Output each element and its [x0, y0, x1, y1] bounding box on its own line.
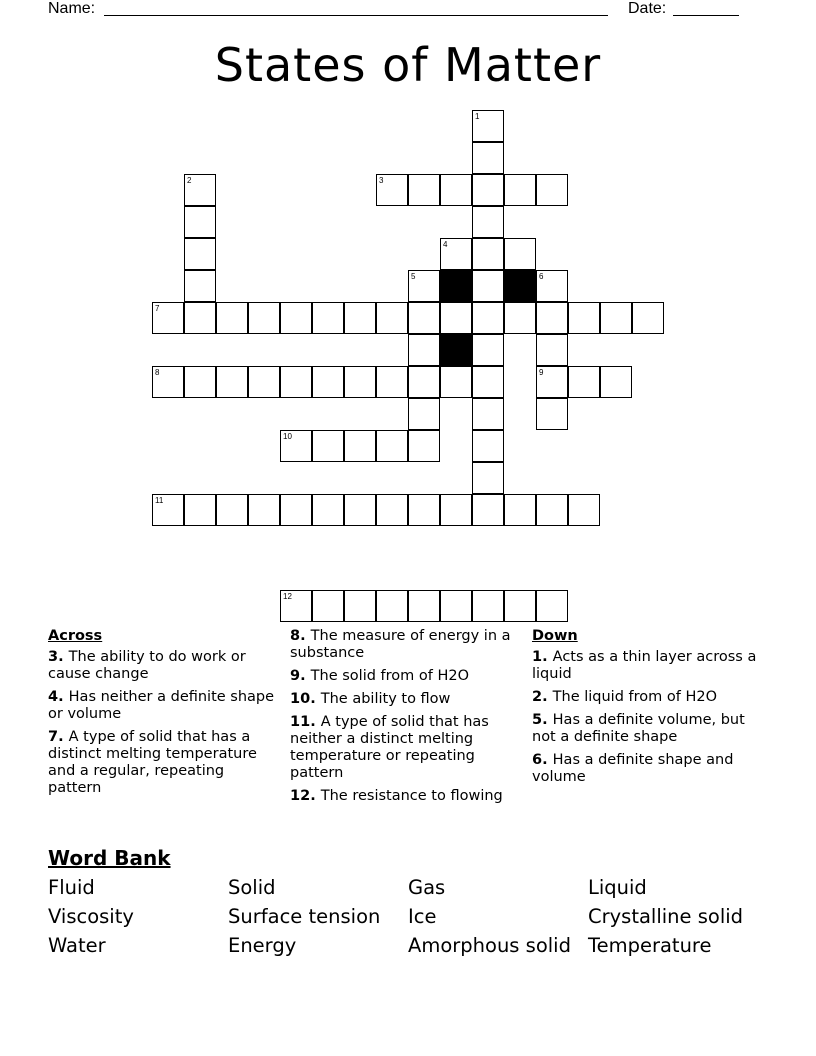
- crossword-cell[interactable]: [344, 590, 376, 622]
- crossword-cell[interactable]: [472, 494, 504, 526]
- crossword-cell[interactable]: [216, 494, 248, 526]
- crossword-cell[interactable]: [376, 494, 408, 526]
- crossword-cell[interactable]: [472, 334, 504, 366]
- crossword-cell[interactable]: [280, 590, 312, 622]
- clue: 8. The measure of energy in a substance: [290, 628, 511, 661]
- crossword-cell[interactable]: [504, 494, 536, 526]
- crossword-cell[interactable]: [472, 398, 504, 430]
- crossword-cell[interactable]: [248, 494, 280, 526]
- crossword-cell[interactable]: [504, 302, 536, 334]
- clue-text: Has neither a definite shape or volume: [48, 689, 275, 722]
- crossword-cell[interactable]: [472, 366, 504, 398]
- clue-number-label: 3: [48, 649, 59, 665]
- crossword-cell[interactable]: [408, 174, 440, 206]
- date-label: Date:: [628, 0, 667, 17]
- clue-text: A type of solid that has a distinct melting temperature and a regular, repeating pattern: [48, 729, 257, 796]
- clue-text: Has a definite volume, but not a definite shape: [532, 712, 745, 745]
- down-clues-column: [532, 628, 762, 792]
- crossword-cell[interactable]: [152, 302, 184, 334]
- crossword-cell[interactable]: [536, 590, 568, 622]
- clue-text: The liquid from of H2O: [552, 689, 718, 705]
- across-heading: Across: [48, 628, 103, 644]
- crossword-cell[interactable]: [408, 398, 440, 430]
- clue: 5. Has a definite volume, but not a definite shape: [532, 712, 745, 745]
- clue: 6. Has a definite shape and volume: [532, 752, 734, 785]
- clue: 7. A type of solid that has a distinct melting temperature and a regular, repeating pattern: [48, 729, 257, 796]
- clue-text: The measure of energy in a substance: [290, 628, 511, 661]
- crossword-cell[interactable]: [472, 174, 504, 206]
- clue-number: 6: [539, 272, 544, 281]
- crossword-cell[interactable]: [536, 494, 568, 526]
- crossword-cell[interactable]: [344, 366, 376, 398]
- word-bank: [48, 845, 788, 959]
- crossword-cell[interactable]: [504, 590, 536, 622]
- crossword-cell[interactable]: [472, 430, 504, 462]
- crossword-block: [504, 270, 536, 302]
- across-clue-list-2: [290, 628, 520, 805]
- crossword-cell[interactable]: [408, 590, 440, 622]
- crossword-cell[interactable]: [184, 206, 216, 238]
- clue-number: 8: [155, 368, 160, 377]
- crossword-cell[interactable]: [568, 366, 600, 398]
- crossword-cell[interactable]: [440, 238, 472, 270]
- crossword-cell[interactable]: [472, 270, 504, 302]
- clue: 4. Has neither a definite shape or volume: [48, 689, 275, 722]
- crossword-cell[interactable]: [408, 270, 440, 302]
- crossword-cell[interactable]: [408, 494, 440, 526]
- clue: 3. The ability to do work or cause change: [48, 649, 246, 682]
- clue-text: Acts as a thin layer across a liquid: [532, 649, 757, 682]
- crossword-cell[interactable]: [184, 494, 216, 526]
- word-bank-grid: [48, 875, 788, 959]
- crossword-cell[interactable]: [184, 366, 216, 398]
- crossword-cell[interactable]: [504, 174, 536, 206]
- down-clue-list: [532, 649, 762, 786]
- crossword-cell[interactable]: [184, 270, 216, 302]
- clue-number-label: 2: [532, 689, 543, 705]
- word-bank-title: Word Bank: [48, 846, 171, 870]
- crossword-cell[interactable]: [536, 398, 568, 430]
- crossword-cell[interactable]: [312, 494, 344, 526]
- crossword-cell[interactable]: [568, 494, 600, 526]
- clue-number-label: 12: [290, 788, 311, 804]
- clue-number: 5: [411, 272, 416, 281]
- crossword-cell[interactable]: [408, 302, 440, 334]
- crossword-cell[interactable]: [216, 366, 248, 398]
- across-clue-list: [48, 649, 278, 797]
- crossword-cell[interactable]: [280, 302, 312, 334]
- crossword-cell[interactable]: [440, 590, 472, 622]
- crossword-cell[interactable]: [312, 590, 344, 622]
- crossword-cell[interactable]: [280, 430, 312, 462]
- crossword-cell[interactable]: [536, 334, 568, 366]
- crossword-cell[interactable]: [376, 430, 408, 462]
- word-bank-item: Ice: [408, 905, 437, 928]
- name-label: Name:: [48, 0, 96, 17]
- crossword-cell[interactable]: [440, 494, 472, 526]
- crossword-cell[interactable]: [152, 494, 184, 526]
- crossword-cell[interactable]: [376, 302, 408, 334]
- crossword-cell[interactable]: [248, 366, 280, 398]
- word-bank-item: Water: [48, 934, 106, 957]
- across-clues-column-2: [290, 628, 520, 811]
- crossword-cell[interactable]: [248, 302, 280, 334]
- crossword-cell[interactable]: [216, 302, 248, 334]
- crossword-cell[interactable]: [344, 494, 376, 526]
- clue: 10. The ability to flow: [290, 691, 451, 707]
- crossword-cell[interactable]: [504, 238, 536, 270]
- crossword-cell[interactable]: [472, 238, 504, 270]
- down-heading: Down: [532, 628, 578, 644]
- clue-text: The resistance to flowing: [320, 788, 503, 804]
- word-bank-item: Solid: [228, 876, 276, 899]
- crossword-cell[interactable]: [344, 302, 376, 334]
- crossword-cell[interactable]: [408, 366, 440, 398]
- word-bank-item: Energy: [228, 934, 297, 957]
- crossword-cell[interactable]: [344, 430, 376, 462]
- word-bank-item: Liquid: [588, 876, 647, 899]
- crossword-cell[interactable]: [568, 302, 600, 334]
- crossword-cell[interactable]: [408, 334, 440, 366]
- clue-number: 12: [283, 592, 292, 601]
- clue: 11. A type of solid that has neither a distinct melting temperature or repeating pattern: [290, 714, 489, 781]
- crossword-block: [440, 270, 472, 302]
- clue: 12. The resistance to flowing: [290, 788, 503, 804]
- crossword-cell[interactable]: [472, 110, 504, 142]
- clue-number: 9: [539, 368, 544, 377]
- word-bank-item: Gas: [408, 876, 446, 899]
- crossword-cell[interactable]: [376, 366, 408, 398]
- crossword-cell[interactable]: [184, 302, 216, 334]
- clue-number-label: 5: [532, 712, 543, 728]
- clue: 1. Acts as a thin layer across a liquid: [532, 649, 757, 682]
- clue-text: The ability to flow: [320, 691, 451, 707]
- clue-number-label: 7: [48, 729, 59, 745]
- clue-number-label: 10: [290, 691, 311, 707]
- clue-number: 4: [443, 240, 448, 249]
- crossword-cell[interactable]: [472, 302, 504, 334]
- clue-text: The solid from of H2O: [310, 668, 470, 684]
- crossword-cell[interactable]: [312, 302, 344, 334]
- across-clues-column: [48, 628, 278, 803]
- clue-number-label: 1: [532, 649, 543, 665]
- word-bank-item: Viscosity: [48, 905, 134, 928]
- crossword-cell[interactable]: [536, 366, 568, 398]
- clue: 9. The solid from of H2O: [290, 668, 470, 684]
- clue: 2. The liquid from of H2O: [532, 689, 718, 705]
- clue-text: A type of solid that has neither a distinct melting temperature or repeating pattern: [290, 714, 489, 781]
- clue-number-label: 11: [290, 714, 311, 730]
- crossword-cell[interactable]: [408, 430, 440, 462]
- crossword-cell[interactable]: [632, 302, 664, 334]
- crossword-cell[interactable]: [312, 430, 344, 462]
- crossword-cell[interactable]: [312, 366, 344, 398]
- crossword-cell[interactable]: [376, 174, 408, 206]
- clue-text: Has a definite shape and volume: [532, 752, 734, 785]
- crossword-cell[interactable]: [440, 302, 472, 334]
- crossword-cell[interactable]: [536, 302, 568, 334]
- word-bank-item: Surface tension: [228, 905, 381, 928]
- page-title: States of Matter: [214, 38, 602, 92]
- crossword-cell[interactable]: [472, 142, 504, 174]
- clue-text: The ability to do work or cause change: [48, 649, 246, 682]
- crossword-cell[interactable]: [600, 302, 632, 334]
- clue-number: 2: [187, 176, 192, 185]
- crossword-cell[interactable]: [376, 590, 408, 622]
- clue-number-label: 8: [290, 628, 301, 644]
- clue-number: 7: [155, 304, 160, 313]
- crossword-cell[interactable]: [152, 366, 184, 398]
- word-bank-item: Temperature: [588, 934, 712, 957]
- clue-number: 11: [155, 496, 164, 505]
- crossword-cell[interactable]: [472, 206, 504, 238]
- word-bank-item: Amorphous solid: [408, 934, 571, 957]
- clue-number-label: 4: [48, 689, 59, 705]
- crossword-cell[interactable]: [472, 462, 504, 494]
- clue-number-label: 9: [290, 668, 301, 684]
- crossword-cell[interactable]: [536, 174, 568, 206]
- crossword-cell[interactable]: [184, 174, 216, 206]
- crossword-cell[interactable]: [440, 366, 472, 398]
- crossword-block: [440, 334, 472, 366]
- crossword-cell[interactable]: [472, 590, 504, 622]
- word-bank-item: Crystalline solid: [588, 905, 744, 928]
- clue-number: 1: [475, 112, 480, 121]
- crossword-cell[interactable]: [536, 270, 568, 302]
- clue-number: 10: [283, 432, 292, 441]
- crossword-cell[interactable]: [600, 366, 632, 398]
- crossword-cell[interactable]: [440, 174, 472, 206]
- crossword-cell[interactable]: [184, 238, 216, 270]
- crossword-cell[interactable]: [280, 494, 312, 526]
- clue-number-label: 6: [532, 752, 543, 768]
- clue-number: 3: [379, 176, 384, 185]
- word-bank-item: Fluid: [48, 876, 95, 899]
- crossword-cell[interactable]: [280, 366, 312, 398]
